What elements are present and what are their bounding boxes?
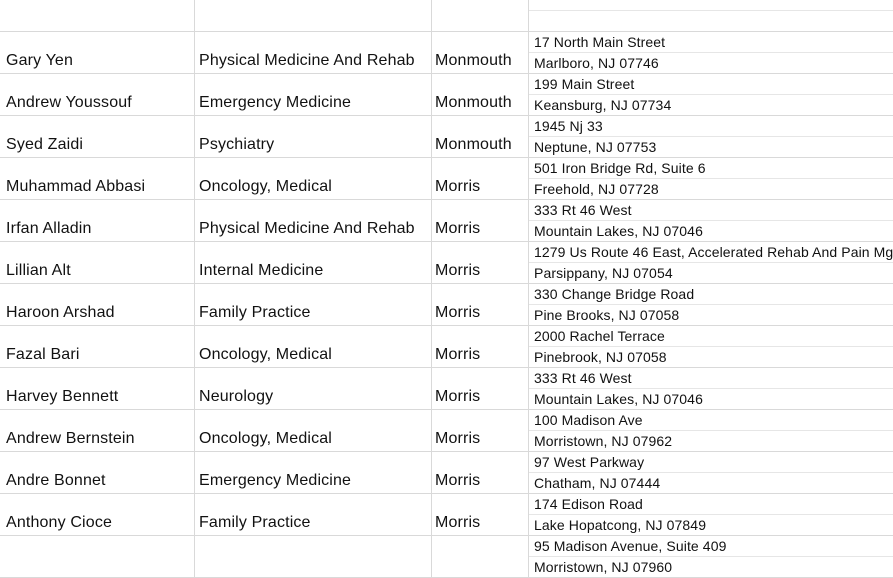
address-street: 174 Edison Road xyxy=(534,496,643,512)
specialty-text: Physical Medicine And Rehab xyxy=(199,52,415,69)
provider-name: Harvey Bennett xyxy=(6,388,119,405)
specialty-cell[interactable] xyxy=(195,242,432,284)
name-cell[interactable] xyxy=(0,158,195,200)
name-cell[interactable] xyxy=(0,536,195,578)
address-city: Keansburg, NJ 07734 xyxy=(534,97,672,113)
address-divider xyxy=(529,10,893,11)
table-row xyxy=(0,116,893,158)
specialty-cell[interactable] xyxy=(195,452,432,494)
address-cell[interactable] xyxy=(529,494,893,536)
address-cell[interactable] xyxy=(529,200,893,242)
specialty-text: Psychiatry xyxy=(199,136,275,153)
name-cell[interactable] xyxy=(0,368,195,410)
table-row xyxy=(0,536,893,578)
specialty-text: Physical Medicine And Rehab xyxy=(199,220,415,237)
specialty-cell[interactable] xyxy=(195,494,432,536)
provider-name: Anthony Cioce xyxy=(6,514,113,531)
name-cell[interactable] xyxy=(0,0,195,32)
name-cell[interactable] xyxy=(0,200,195,242)
address-cell[interactable] xyxy=(529,158,893,200)
table-row xyxy=(0,74,893,116)
specialty-cell[interactable] xyxy=(195,368,432,410)
address-city: Chatham, NJ 07444 xyxy=(534,475,661,491)
address-street: 1945 Nj 33 xyxy=(534,118,603,134)
table-row xyxy=(0,0,893,32)
county-text: Morris xyxy=(435,220,481,237)
name-cell[interactable] xyxy=(0,242,195,284)
county-cell[interactable] xyxy=(432,410,529,452)
county-text: Morris xyxy=(435,514,481,531)
provider-name: Andre Bonnet xyxy=(6,472,106,489)
county-cell[interactable] xyxy=(432,494,529,536)
provider-name: Andrew Youssouf xyxy=(6,94,132,111)
table-row xyxy=(0,242,893,284)
address-street: 95 Madison Avenue, Suite 409 xyxy=(534,538,727,554)
address-street: 501 Iron Bridge Rd, Suite 6 xyxy=(534,160,706,176)
county-cell[interactable] xyxy=(432,368,529,410)
specialty-text: Emergency Medicine xyxy=(199,94,352,111)
address-city: Mountain Lakes, NJ 07046 xyxy=(534,391,703,407)
specialty-cell[interactable] xyxy=(195,116,432,158)
county-text: Monmouth xyxy=(435,94,512,111)
county-text: Morris xyxy=(435,430,481,447)
specialty-cell[interactable] xyxy=(195,0,432,32)
county-text: Monmouth xyxy=(435,52,512,69)
specialty-text: Oncology, Medical xyxy=(199,178,332,195)
address-cell[interactable] xyxy=(529,0,893,32)
provider-name: Gary Yen xyxy=(6,52,74,69)
county-cell[interactable] xyxy=(432,32,529,74)
specialty-text: Oncology, Medical xyxy=(199,346,332,363)
county-text: Monmouth xyxy=(435,136,512,153)
table-row xyxy=(0,32,893,74)
specialty-cell[interactable] xyxy=(195,326,432,368)
address-city: Freehold, NJ 07728 xyxy=(534,181,659,197)
address-city: Marlboro, NJ 07746 xyxy=(534,55,659,71)
specialty-text: Internal Medicine xyxy=(199,262,324,279)
name-cell[interactable] xyxy=(0,452,195,494)
county-text: Morris xyxy=(435,178,481,195)
provider-name: Irfan Alladin xyxy=(6,220,92,237)
address-cell[interactable] xyxy=(529,368,893,410)
name-cell[interactable] xyxy=(0,32,195,74)
table-row xyxy=(0,158,893,200)
provider-name: Syed Zaidi xyxy=(6,136,84,153)
table-row xyxy=(0,452,893,494)
address-street: 333 Rt 46 West xyxy=(534,370,632,386)
address-street: 199 Main Street xyxy=(534,76,635,92)
name-cell[interactable] xyxy=(0,116,195,158)
specialty-cell[interactable] xyxy=(195,410,432,452)
name-cell[interactable] xyxy=(0,74,195,116)
county-cell[interactable] xyxy=(432,0,529,32)
provider-name: Lillian Alt xyxy=(6,262,71,279)
specialty-cell[interactable] xyxy=(195,158,432,200)
table-row xyxy=(0,284,893,326)
county-text: Morris xyxy=(435,388,481,405)
address-street: 97 West Parkway xyxy=(534,454,645,470)
name-cell[interactable] xyxy=(0,284,195,326)
county-text: Morris xyxy=(435,472,481,489)
provider-name: Fazal Bari xyxy=(6,346,80,363)
county-cell[interactable] xyxy=(432,200,529,242)
address-city: Pine Brooks, NJ 07058 xyxy=(534,307,680,323)
address-street: 100 Madison Ave xyxy=(534,412,643,428)
county-text: Morris xyxy=(435,262,481,279)
specialty-cell[interactable] xyxy=(195,284,432,326)
county-cell[interactable] xyxy=(432,116,529,158)
name-cell[interactable] xyxy=(0,326,195,368)
county-text: Morris xyxy=(435,346,481,363)
specialty-cell[interactable] xyxy=(195,32,432,74)
address-city: Morristown, NJ 07962 xyxy=(534,433,673,449)
address-city: Parsippany, NJ 07054 xyxy=(534,265,673,281)
specialty-text: Family Practice xyxy=(199,304,311,321)
specialty-cell[interactable] xyxy=(195,536,432,578)
county-cell[interactable] xyxy=(432,242,529,284)
address-cell[interactable] xyxy=(529,74,893,116)
county-cell[interactable] xyxy=(432,158,529,200)
address-street: 330 Change Bridge Road xyxy=(534,286,695,302)
table-row xyxy=(0,326,893,368)
address-cell[interactable] xyxy=(529,32,893,74)
address-street: 333 Rt 46 West xyxy=(534,202,632,218)
provider-name: Andrew Bernstein xyxy=(6,430,135,447)
specialty-cell[interactable] xyxy=(195,200,432,242)
address-street: 17 North Main Street xyxy=(534,34,666,50)
address-city: Pinebrook, NJ 07058 xyxy=(534,349,667,365)
name-cell[interactable] xyxy=(0,494,195,536)
specialty-text: Emergency Medicine xyxy=(199,472,352,489)
address-cell[interactable] xyxy=(529,284,893,326)
address-street: 1279 Us Route 46 East, Accelerated Rehab And Pain Mg xyxy=(534,244,893,260)
address-city: Lake Hopatcong, NJ 07849 xyxy=(534,517,707,533)
address-cell[interactable] xyxy=(529,410,893,452)
address-cell[interactable] xyxy=(529,452,893,494)
county-cell[interactable] xyxy=(432,74,529,116)
address-cell[interactable] xyxy=(529,326,893,368)
address-cell[interactable] xyxy=(529,242,893,284)
table-row xyxy=(0,494,893,536)
provider-name: Haroon Arshad xyxy=(6,304,115,321)
address-city: Mountain Lakes, NJ 07046 xyxy=(534,223,703,239)
address-street: 2000 Rachel Terrace xyxy=(534,328,665,344)
county-text: Morris xyxy=(435,304,481,321)
specialty-text: Oncology, Medical xyxy=(199,430,332,447)
specialty-text: Family Practice xyxy=(199,514,311,531)
address-cell[interactable] xyxy=(529,536,893,578)
county-cell[interactable] xyxy=(432,326,529,368)
county-cell[interactable] xyxy=(432,284,529,326)
specialty-text: Neurology xyxy=(199,388,274,405)
address-cell[interactable] xyxy=(529,116,893,158)
specialty-cell[interactable] xyxy=(195,74,432,116)
table-row xyxy=(0,200,893,242)
county-cell[interactable] xyxy=(432,536,529,578)
county-cell[interactable] xyxy=(432,452,529,494)
name-cell[interactable] xyxy=(0,410,195,452)
table-row xyxy=(0,368,893,410)
table-row xyxy=(0,410,893,452)
address-city: Neptune, NJ 07753 xyxy=(534,139,657,155)
provider-name: Muhammad Abbasi xyxy=(6,178,146,195)
address-city: Morristown, NJ 07960 xyxy=(534,559,673,575)
